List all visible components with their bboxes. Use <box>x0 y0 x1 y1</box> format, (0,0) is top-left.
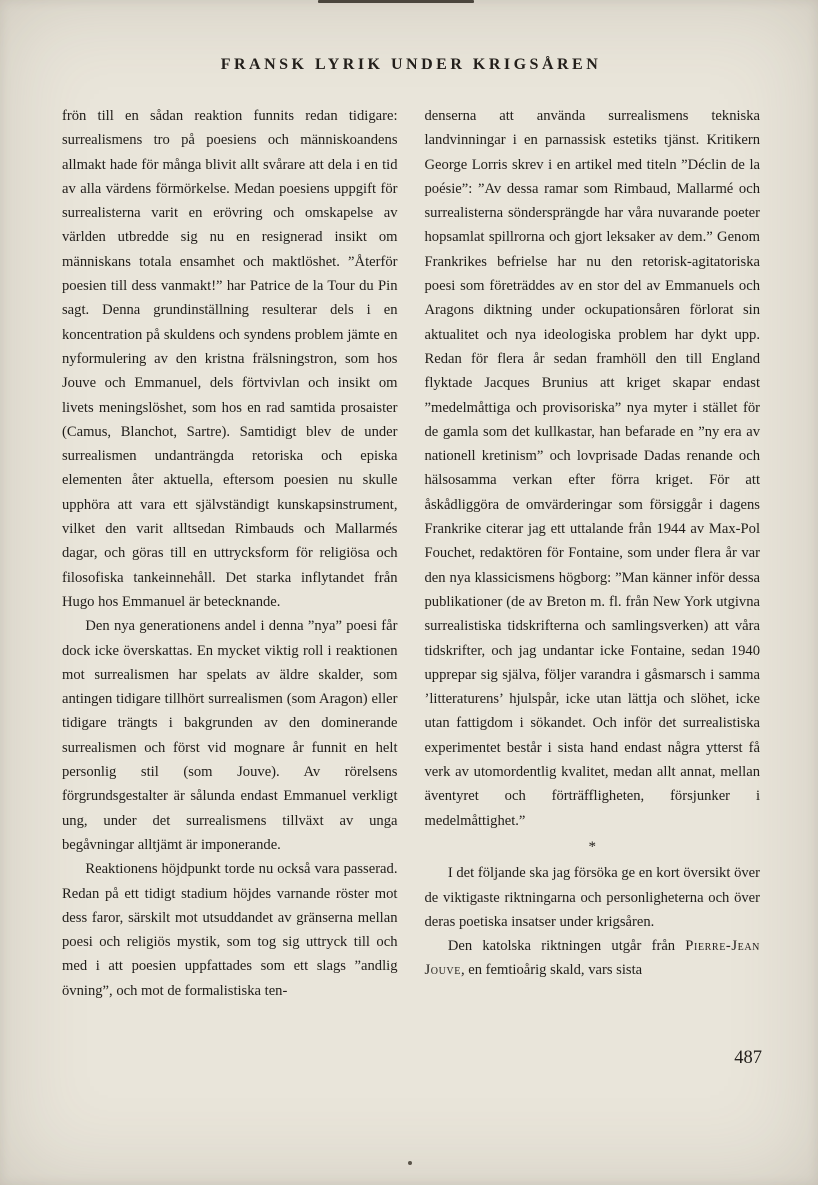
two-column-text-block <box>62 104 760 1003</box>
left-column <box>62 104 398 1003</box>
paragraph-text: , en femtioårig skald, vars sista <box>460 962 643 979</box>
paragraph: Reaktionens höjdpunkt torde nu också vara passerad. Redan på ett tidigt stadium höjdes varnande röster mot dess faror, särskilt mot utsuddandet av gränserna mellan poesi och religiös mystik, som tog sig uttryck till och med i att poesien uppfattades som ett slags ”andlig övning”, och mot de formalistiska ten- <box>62 861 398 999</box>
scan-artifact-speck <box>408 1161 412 1165</box>
section-separator-asterisk: * <box>588 838 596 855</box>
paragraph <box>425 934 761 983</box>
right-column <box>425 104 761 1003</box>
page-number: 487 <box>734 1048 762 1068</box>
paragraph: denserna att använda surrealismens tekniska landvinningar i en parnassisk estetiks tjänst. Kritikern George Lorris skrev i en artikel med titeln ”Déclin de la poésie”: ”Av dessa ramar som Rimbaud, Mallarmé och surrealisterna söndersprängde har våra nuvarande poeter hopsamlat spillrorna och gjort leksaker av dem.” Genom Frankrikes befrielse har nu den retorisk-agitatoriska poesi som företräddes av en stor del av Emmanuels och Aragons diktning under ockupationsåren förlorat sin aktualitet och nya ideologiska problem har dykt upp. Redan för flera år sedan framhöll den till England flyktade Jacques Brunius att kriget skapar endast ”medelmåttiga och provisoriska” nya myter i stället för de gamla som det kullkastar, han befarade en ”ny era av nationell kretinism” och lovprisade Dadas renande och hälsosamma verkan efter förra kriget. För att åskådliggöra de omvärderingar som försiggår i dagens Frankrike citerar jag ett uttalande från 1944 av Max-Pol Fouchet, redaktören för Fontaine, som under flera år var den nya klassicismens högborg: ”Man känner inför dessa publikationer (de av Breton m. fl. från New York utgivna surrealistiska tidskrifterna och samlingsverken) att våra tidskrifter, och jag undantar icke Fontaine, sedan 1940 upprepar sig själva, följer varandra i gåsmarsch i samma ’litteraturens’ hjulspår, icke utan lättja och slöhet, icke utan fattigdom i sökandet. Och inför det surrealistiska experimentet består i sista hand endast några ytterst få verk av utomordentlig kvalitet, medan allt annat, mellan äventyret och förträffligheten, försjunker i medelmåttighet.” <box>424 108 760 829</box>
paragraph: I det följande ska jag försöka ge en kort översikt över de viktigaste riktningarna och personligheterna och över deras poetiska insatser under krigsåren. <box>424 865 760 930</box>
paragraph: frön till en sådan reaktion funnits redan tidigare: surrealismens tro på poesiens och människoandens allmakt hade för många blivit allt svårare att dela i en tid av alla värdens förmörkelse. Medan poesiens uppgift för surrealisterna varit en erövring och omskapelse av världen utbredde sig nu en resignerad insikt om människans totala ensamhet och maktlöshet. ”Återför poesien till dess vanmakt!” har Patrice de la Tour du Pin sagt. Denna grundinställning resulterar dels i en koncentration på skuldens och syndens problem jämte en nyformulering av den kristna frälsningstron, som hos Jouve och Emmanuel, dels förtvivlan och insikt om livets meningslöshet, som hos en rad samtida prosaister (Camus, Blanchot, Sartre). Samtidigt blev de under surrealismen undanträngda retoriska och episka elementen åter aktuella, eftersom poesien nu skulle upphöra att vara ett självständigt kunskapsinstrument, vilket den varit alltsedan Rimbauds och Mallarmés dagar, och göras till en uttrycksform för religiösa och filosofiska tankeinnehåll. Det starka inflytandet från Hugo hos Emmanuel är betecknande. <box>62 108 398 610</box>
author-name-small-caps: Pierre-Jean Jouve <box>424 938 760 979</box>
page-header: FRANSK LYRIK UNDER KRIGSÅREN <box>220 56 602 73</box>
paragraph-text: Den katolska riktningen utgår från <box>447 938 686 955</box>
paragraph: Den nya generationens andel i denna ”nya” poesi får dock icke överskattas. En mycket viktig roll i reaktionen mot surrealismen har spelats av äldre skalder, som antingen tidigare tillhört surrealismen (som Aragon) eller tidigare trängts i bakgrunden av den dominerande surrealismen och först vid mognare år funnit en helt personlig stil (som Jouve). Av rörelsens förgrundsgestalter är sålunda endast Emmanuel verkligt ung, under det surrealismens tillväxt av unga begåvningar alltjämt är imponerande. <box>62 618 398 853</box>
scan-artifact-top-edge <box>318 0 474 3</box>
